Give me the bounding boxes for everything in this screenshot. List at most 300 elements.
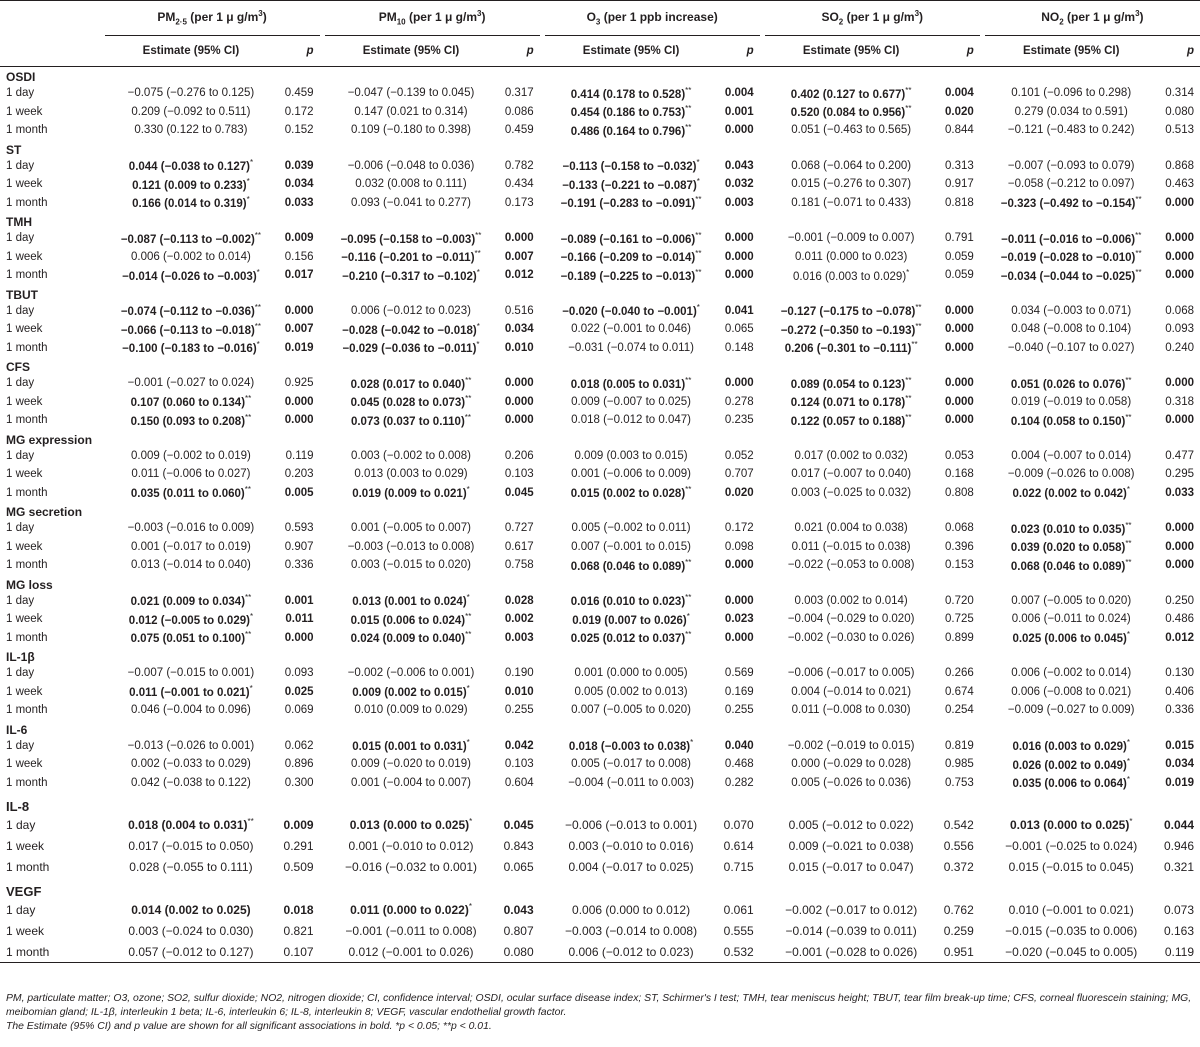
estimate-cell: 0.011 (−0.015 to 0.038): [791, 540, 911, 553]
p-value-cell: 0.725: [945, 613, 974, 626]
significance-marker: **: [685, 485, 692, 495]
p-value-cell: 0.000: [945, 395, 974, 408]
significance-marker: *: [246, 195, 250, 205]
table-row: [0, 835, 1200, 856]
group-header-row: [0, 720, 1200, 737]
estimate-cell: −0.011 (−0.016 to −0.006)**: [1001, 230, 1142, 246]
estimate-cell: 0.015 (0.001 to 0.031)*: [352, 738, 470, 754]
estimate-cell: 0.009 (−0.002 to 0.019): [130, 449, 251, 462]
time-window-label: 1 day: [6, 159, 35, 172]
table-row: [0, 302, 1200, 321]
estimate-cell: 0.018 (0.004 to 0.031)**: [128, 817, 254, 832]
p-value-cell: 0.291: [283, 838, 314, 853]
estimate-cell: 0.003 (−0.015 to 0.020): [351, 559, 471, 572]
p-value-cell: 0.396: [945, 540, 974, 553]
estimate-cell: 0.009 (−0.020 to 0.019): [351, 758, 471, 771]
estimate-cell: −0.020 (−0.040 to −0.001)*: [562, 303, 700, 319]
estimate-cell: 0.001 (−0.005 to 0.007): [351, 522, 471, 535]
estimate-cell: 0.014 (0.002 to 0.025): [131, 902, 251, 917]
estimate-cell: 0.022 (−0.001 to 0.046): [571, 323, 691, 336]
estimate-cell: −0.022 (−0.053 to 0.008): [787, 559, 915, 572]
p-value-cell: 0.843: [503, 838, 534, 853]
time-window-label: 1 week: [6, 178, 43, 191]
estimate-cell: 0.068 (0.046 to 0.089)**: [1010, 557, 1132, 573]
p-value-cell: 0.000: [504, 414, 534, 427]
significance-marker: **: [465, 630, 472, 640]
outcome-label: ST: [6, 142, 22, 157]
significance-marker: **: [1135, 195, 1142, 205]
estimate-cell: 0.414 (0.178 to 0.528)**: [570, 85, 692, 101]
estimate-cell: 0.023 (0.010 to 0.035)**: [1010, 520, 1132, 536]
estimate-cell: 0.048 (−0.008 to 0.104): [1011, 323, 1132, 336]
p-value-cell: 0.617: [504, 540, 534, 553]
significance-marker: **: [245, 593, 252, 603]
p-value-cell: 0.000: [284, 395, 314, 408]
table-row: [0, 737, 1200, 756]
p-value-cell: 0.163: [1163, 923, 1194, 938]
estimate-cell: 0.075 (0.051 to 0.100)**: [130, 630, 252, 646]
p-value-cell: 0.007: [284, 323, 314, 336]
p-value-cell: 0.000: [284, 631, 314, 644]
pollutant-subscript: 3: [595, 17, 601, 27]
p-value-cell: 0.318: [1165, 395, 1194, 408]
group-header-row: [0, 502, 1200, 519]
p-value-cell: 0.020: [945, 105, 974, 118]
p-value-cell: 0.844: [945, 124, 974, 137]
group-header-row: [0, 67, 1200, 85]
p-value-cell: 0.604: [504, 776, 534, 789]
p-value-cell: 0.119: [1164, 944, 1194, 959]
p-value-cell: 0.782: [504, 159, 534, 172]
time-window-label: 1 day: [6, 817, 36, 832]
significance-marker: *: [1126, 756, 1130, 766]
estimate-cell: −0.004 (−0.011 to 0.003): [568, 776, 694, 789]
time-window-label: 1 week: [6, 105, 43, 118]
estimate-cell: 0.009 (0.002 to 0.015)*: [352, 684, 470, 700]
group-header-row: [0, 357, 1200, 374]
group-header-row: [0, 647, 1200, 664]
time-window-label: 1 day: [6, 304, 35, 317]
p-value-cell: 0.255: [504, 704, 534, 717]
estimate-cell: 0.068 (−0.064 to 0.200): [791, 159, 912, 172]
p-value-cell: 0.000: [724, 232, 754, 245]
table-row: [0, 556, 1200, 575]
group-header-row: [0, 140, 1200, 157]
estimate-cell: 0.021 (0.009 to 0.034)**: [130, 593, 252, 609]
p-value-cell: 0.148: [724, 341, 754, 354]
time-window-label: 1 month: [6, 486, 48, 499]
table-row: [0, 774, 1200, 793]
estimate-cell: −0.095 (−0.158 to −0.003)**: [340, 230, 482, 246]
significance-marker: *: [1126, 485, 1130, 495]
estimate-cell: 0.520 (0.084 to 0.956)**: [790, 104, 912, 120]
corner-cell: [0, 1, 105, 36]
pollutant-header: $PM_{2\cdot 5}$ (per 1 μ $g/m^3$): [105, 1, 320, 36]
estimate-cell: 0.010 (−0.001 to 0.021): [1008, 902, 1134, 917]
estimate-cell: 0.013 (0.000 to 0.025)*: [349, 817, 473, 832]
p-value-cell: 0.907: [284, 540, 314, 553]
time-window-label: 1 month: [6, 124, 48, 137]
estimate-cell: −0.007 (−0.015 to 0.001): [127, 667, 255, 680]
table-row: [0, 683, 1200, 702]
estimate-cell: −0.007 (−0.093 to 0.079): [1007, 159, 1135, 172]
estimate-cell: 0.011 (−0.001 to 0.021)*: [129, 684, 253, 700]
estimate-cell: −0.002 (−0.019 to 0.015): [787, 739, 915, 752]
time-window-label: 1 month: [6, 341, 48, 354]
p-value-cell: 0.819: [945, 739, 974, 752]
time-window-label: 1 month: [6, 776, 48, 789]
significance-marker: **: [685, 630, 692, 640]
p-value-cell: 0.807: [503, 923, 534, 938]
estimate-cell: 0.013 (0.000 to 0.025)*: [1009, 817, 1133, 832]
estimate-cell: −0.272 (−0.350 to −0.193)**: [780, 321, 922, 337]
time-window-label: 1 day: [6, 87, 35, 100]
p-value-cell: 0.808: [945, 486, 974, 499]
p-value-cell: 0.459: [284, 87, 314, 100]
unit-superscript: 3: [477, 9, 482, 19]
p-value-cell: 0.169: [724, 685, 754, 698]
table-row: [0, 664, 1200, 683]
p-value-cell: 0.509: [283, 859, 314, 874]
p-value-cell: 0.000: [945, 341, 974, 354]
estimate-cell: 0.025 (0.006 to 0.045)*: [1012, 630, 1130, 646]
estimate-cell: −0.034 (−0.044 to −0.025)**: [1000, 267, 1142, 283]
time-window-label: 1 week: [6, 838, 45, 853]
estimate-cell: 0.003 (−0.024 to 0.030): [128, 923, 254, 938]
p-value-cell: 0.000: [1165, 377, 1194, 390]
estimate-cell: 0.206 (−0.301 to −0.111)**: [784, 340, 918, 356]
significance-marker: **: [464, 412, 472, 422]
estimate-cell: 0.018 (0.005 to 0.031)**: [570, 375, 692, 391]
estimate-cell: 0.486 (0.164 to 0.796)**: [570, 122, 692, 138]
group-header-row: [0, 430, 1200, 447]
p-value-cell: 0.278: [724, 395, 754, 408]
table-row: [0, 157, 1200, 176]
p-value-cell: 0.025: [284, 685, 314, 698]
significance-marker: **: [1135, 249, 1142, 259]
outcome-label: OSDI: [6, 70, 36, 84]
p-value-cell: 0.004: [945, 87, 974, 100]
p-value-cell: 0.372: [943, 859, 974, 874]
significance-marker: *: [476, 340, 480, 350]
time-window-label: 1 month: [6, 944, 50, 959]
estimate-cell: 0.019 (0.009 to 0.021)*: [352, 485, 470, 501]
p-value-cell: 0.001: [284, 594, 314, 607]
time-window-label: 1 day: [6, 902, 36, 917]
estimate-cell: 0.004 (−0.014 to 0.021): [791, 685, 912, 698]
p-value-cell: 0.240: [1165, 341, 1194, 354]
table-row: [0, 610, 1200, 629]
corner-cell: [0, 36, 105, 67]
estimate-cell: −0.014 (−0.026 to −0.003)*: [122, 267, 260, 283]
p-value-cell: 0.009: [283, 817, 314, 832]
estimate-cell: 0.147 (0.021 to 0.314): [354, 105, 468, 118]
time-window-label: 1 week: [6, 613, 43, 626]
estimate-cell: −0.075 (−0.276 to 0.125): [127, 87, 255, 100]
table-row: [0, 538, 1200, 557]
p-value-cell: 0.468: [724, 758, 754, 771]
estimate-cell: 0.003 (0.002 to 0.014): [794, 594, 908, 607]
p-value-cell: 0.593: [284, 522, 314, 535]
time-window-label: 1 week: [6, 758, 43, 771]
estimate-cell: −0.166 (−0.209 to −0.014)**: [560, 249, 702, 265]
p-value-cell: 0.513: [1165, 124, 1194, 137]
estimate-cell: 0.101 (−0.096 to 0.298): [1011, 87, 1132, 100]
p-value-cell: 0.336: [1165, 704, 1194, 717]
estimate-cell: 0.011 (−0.006 to 0.027): [131, 468, 251, 481]
significance-marker: *: [466, 593, 470, 603]
significance-marker: *: [256, 267, 260, 277]
p-value-cell: 0.045: [504, 486, 534, 499]
significance-marker: **: [685, 593, 692, 603]
p-value-cell: 0.065: [503, 859, 534, 874]
time-window-label: 1 month: [6, 631, 48, 644]
table-row: [0, 592, 1200, 611]
significance-marker: **: [254, 303, 262, 313]
estimate-cell: 0.019 (−0.019 to 0.058): [1011, 395, 1132, 408]
estimate-cell: 0.026 (0.002 to 0.049)*: [1012, 756, 1130, 772]
time-window-label: 1 month: [6, 704, 48, 717]
p-value-cell: 0.459: [504, 124, 534, 137]
p-value-cell: 0.023: [724, 613, 754, 626]
p-value-cell: 0.235: [724, 414, 754, 427]
p-value-cell: 0.753: [945, 776, 974, 789]
table-row: [0, 755, 1200, 774]
estimate-cell: 0.017 (−0.007 to 0.040): [791, 468, 912, 481]
p-value-cell: 0.004: [724, 87, 754, 100]
estimate-cell: 0.021 (0.004 to 0.038): [794, 522, 908, 535]
estimate-cell: −0.028 (−0.042 to −0.018)*: [342, 321, 480, 337]
estimate-cell: 0.104 (0.058 to 0.150)**: [1010, 412, 1132, 428]
p-value-cell: 0.000: [1165, 522, 1194, 535]
p-value-cell: 0.018: [283, 902, 314, 917]
significance-marker: *: [1126, 775, 1130, 785]
p-value-cell: 0.925: [284, 377, 314, 390]
estimate-cell: 0.000 (−0.029 to 0.028): [791, 758, 912, 771]
p-value-cell: 0.001: [724, 105, 754, 118]
p-value-cell: 0.053: [945, 449, 974, 462]
estimate-cell: 0.006 (−0.002 to 0.014): [1011, 667, 1132, 680]
unit-superscript: 3: [1135, 9, 1140, 19]
estimate-cell: 0.028 (0.017 to 0.040)**: [350, 375, 472, 391]
estimate-cell: 0.007 (−0.005 to 0.020): [571, 704, 691, 717]
estimate-cell: 0.009 (−0.007 to 0.025): [571, 395, 691, 408]
table-row: [0, 814, 1200, 835]
significance-marker: **: [685, 122, 692, 132]
time-window-label: 1 day: [6, 449, 35, 462]
estimate-cell: 0.109 (−0.180 to 0.398): [351, 124, 471, 137]
pollutant-header: $O_3$ (per 1 ppb increase): [545, 1, 760, 36]
time-window-label: 1 day: [6, 232, 35, 245]
p-value-cell: 0.406: [1165, 685, 1194, 698]
time-window-label: 1 day: [6, 739, 35, 752]
p-value-cell: 0.206: [504, 449, 534, 462]
p-value-cell: 0.758: [504, 559, 534, 572]
table-row: [0, 374, 1200, 393]
estimate-cell: −0.019 (−0.028 to −0.010)**: [1000, 249, 1142, 265]
estimate-cell: 0.089 (0.054 to 0.123)**: [790, 375, 912, 391]
p-value-cell: 0.000: [504, 395, 534, 408]
estimate-cell: −0.121 (−0.483 to 0.242): [1007, 124, 1135, 137]
significance-marker: **: [695, 267, 702, 277]
p-value-cell: 0.250: [1165, 594, 1194, 607]
time-window-label: 1 day: [6, 594, 35, 607]
estimate-column-header: Estimate (95% CI): [362, 45, 460, 57]
estimate-cell: 0.009 (0.003 to 0.015): [574, 449, 688, 462]
p-value-cell: 0.000: [504, 232, 534, 245]
time-window-label: 1 day: [6, 522, 35, 535]
estimate-cell: −0.031 (−0.074 to 0.011): [568, 341, 694, 354]
significance-marker: **: [905, 104, 912, 114]
abbreviations-note: PM, particulate matter; O3, ozone; SO2, sulfur dioxide; NO2, nitrogen dioxide; CI, confidence interval; OSDI, ocular surface disease index; ST, Schirmer's I test; TMH, tear meniscus height; TBUT, tear film break-up time; CFS, corneal fluorescein staining; MG, meibomian gland; IL-1β, interleukin 1 beta; IL-6, interleukin 6; IL-8, interleukin 8; VEGF, vascular endothelial growth factor.: [6, 993, 1192, 1018]
p-value-cell: 0.818: [945, 196, 974, 209]
p-value-cell: 0.300: [284, 776, 314, 789]
table-row: [0, 941, 1200, 963]
table-row: [0, 248, 1200, 267]
significance-marker: **: [1135, 267, 1142, 277]
estimate-column-header: Estimate (95% CI): [802, 45, 900, 57]
p-value-cell: 0.034: [504, 323, 534, 336]
estimate-cell: 0.015 (0.002 to 0.028)**: [570, 485, 692, 501]
p-value-cell: 0.033: [284, 196, 314, 209]
p-value-cell: 0.028: [504, 594, 534, 607]
significance-marker: *: [249, 611, 254, 621]
estimate-cell: 0.001 (−0.017 to 0.019): [130, 540, 251, 553]
p-value-cell: 0.791: [945, 232, 974, 245]
p-value-cell: 0.254: [945, 704, 974, 717]
significance-marker: **: [1135, 230, 1142, 240]
estimate-cell: 0.011 (0.000 to 0.023): [794, 250, 908, 263]
estimate-cell: 0.006 (−0.008 to 0.021): [1011, 685, 1132, 698]
estimate-cell: 0.005 (−0.026 to 0.036): [791, 776, 912, 789]
pollutant-header: $SO_2$ (per 1 μ $g/m^3$): [765, 1, 980, 36]
time-window-label: 1 week: [6, 923, 45, 938]
table-row: [0, 121, 1200, 140]
p-value-cell: 0.000: [1165, 414, 1194, 427]
p-value-cell: 0.896: [284, 758, 314, 771]
estimate-cell: 0.013 (0.003 to 0.029): [354, 468, 468, 481]
outcome-label: TBUT: [6, 287, 38, 302]
estimate-cell: 0.011 (0.000 to 0.022)*: [350, 902, 472, 917]
p-value-cell: 0.052: [724, 449, 754, 462]
estimate-cell: −0.089 (−0.161 to −0.006)**: [560, 230, 702, 246]
p-value-cell: 0.172: [284, 105, 314, 118]
p-value-cell: 0.086: [504, 105, 534, 118]
significance-marker: *: [696, 176, 700, 186]
significance-marker: **: [685, 557, 692, 567]
p-value-cell: 0.042: [504, 739, 534, 752]
estimate-cell: 0.009 (−0.021 to 0.038): [788, 838, 914, 853]
p-value-cell: 0.003: [504, 631, 534, 644]
time-window-label: 1 month: [6, 859, 50, 874]
significance-marker: **: [1125, 412, 1132, 422]
significance-marker: **: [465, 375, 472, 385]
p-value-cell: 0.720: [945, 594, 974, 607]
time-window-label: 1 month: [6, 196, 48, 209]
estimate-cell: 0.046 (−0.004 to 0.096): [130, 704, 251, 717]
estimate-cell: 0.051 (0.026 to 0.076)**: [1010, 375, 1132, 391]
significance-marker: *: [466, 485, 470, 495]
estimate-cell: −0.100 (−0.183 to −0.016)*: [122, 340, 260, 356]
significance-marker: *: [696, 158, 700, 168]
p-value-cell: 0.044: [1163, 817, 1194, 832]
estimate-cell: 0.093 (−0.041 to 0.277): [351, 196, 471, 209]
significance-marker: *: [249, 684, 253, 694]
significance-marker: **: [254, 230, 262, 240]
table-row: [0, 266, 1200, 285]
p-value-cell: 0.000: [945, 323, 974, 336]
p-value-cell: 0.003: [724, 196, 754, 209]
significance-marker: **: [254, 321, 262, 331]
significance-marker: **: [695, 195, 702, 205]
p-value-cell: 0.012: [1165, 631, 1194, 644]
estimate-cell: −0.001 (−0.028 to 0.026): [785, 944, 918, 959]
p-value-cell: 0.255: [724, 704, 754, 717]
estimate-cell: −0.003 (−0.016 to 0.009): [127, 522, 255, 535]
significance-marker: **: [911, 340, 918, 350]
p-value-cell: 0.130: [1165, 667, 1194, 680]
estimate-cell: 0.073 (0.037 to 0.110)**: [350, 412, 472, 428]
p-value-cell: 0.080: [1165, 105, 1194, 118]
estimate-cell: 0.013 (−0.014 to 0.040): [130, 559, 251, 572]
estimate-cell: 0.007 (−0.005 to 0.020): [1011, 594, 1132, 607]
p-value-cell: 0.019: [284, 341, 314, 354]
p-value-cell: 0.019: [1165, 776, 1194, 789]
estimate-cell: −0.001 (−0.011 to 0.008): [345, 923, 477, 938]
p-value-cell: 0.010: [504, 685, 534, 698]
estimate-cell: 0.019 (0.007 to 0.026)*: [572, 611, 690, 627]
table-row: [0, 103, 1200, 122]
estimate-cell: 0.121 (0.009 to 0.233)*: [132, 176, 250, 192]
p-value-cell: 0.034: [284, 178, 314, 191]
p-value-cell: 0.313: [945, 159, 974, 172]
estimate-cell: −0.006 (−0.013 to 0.001): [565, 817, 698, 832]
p-value-cell: 0.000: [1165, 250, 1194, 263]
p-value-cell: 0.069: [284, 704, 314, 717]
group-header-row: [0, 575, 1200, 592]
estimate-cell: 0.001 (−0.004 to 0.007): [351, 776, 471, 789]
significance-marker: **: [244, 485, 251, 495]
estimate-cell: −0.323 (−0.492 to −0.154)**: [1000, 195, 1142, 211]
p-column-header: p: [306, 45, 314, 57]
p-value-cell: 0.119: [285, 449, 314, 462]
estimate-cell: −0.016 (−0.032 to 0.001): [344, 859, 478, 874]
p-value-cell: 0.486: [1165, 613, 1194, 626]
significance-marker: **: [685, 104, 692, 114]
table-header: [0, 1, 1200, 67]
table-row: [0, 519, 1200, 538]
estimate-cell: −0.009 (−0.026 to 0.008): [1007, 468, 1135, 481]
time-window-label: 1 day: [6, 377, 35, 390]
p-value-cell: 0.266: [945, 667, 974, 680]
p-column-header: p: [526, 45, 534, 57]
table-footnote: [6, 992, 1194, 1034]
significance-marker: **: [685, 85, 692, 95]
estimate-cell: 0.122 (0.057 to 0.188)**: [790, 412, 912, 428]
significance-marker: **: [245, 394, 252, 404]
p-value-cell: 0.946: [1163, 838, 1194, 853]
p-value-cell: 0.093: [284, 667, 314, 680]
p-value-cell: 0.033: [1165, 486, 1194, 499]
p-value-cell: 0.002: [504, 613, 534, 626]
estimate-cell: 0.039 (0.020 to 0.058)**: [1010, 539, 1132, 555]
p-value-cell: 0.259: [943, 923, 974, 938]
estimate-cell: −0.001 (−0.027 to 0.024): [127, 377, 255, 390]
p-value-cell: 0.040: [724, 739, 754, 752]
pollutant-subscript: 10: [396, 17, 406, 27]
estimate-cell: 0.001 (−0.006 to 0.009): [571, 468, 691, 481]
p-value-cell: 0.336: [284, 559, 314, 572]
